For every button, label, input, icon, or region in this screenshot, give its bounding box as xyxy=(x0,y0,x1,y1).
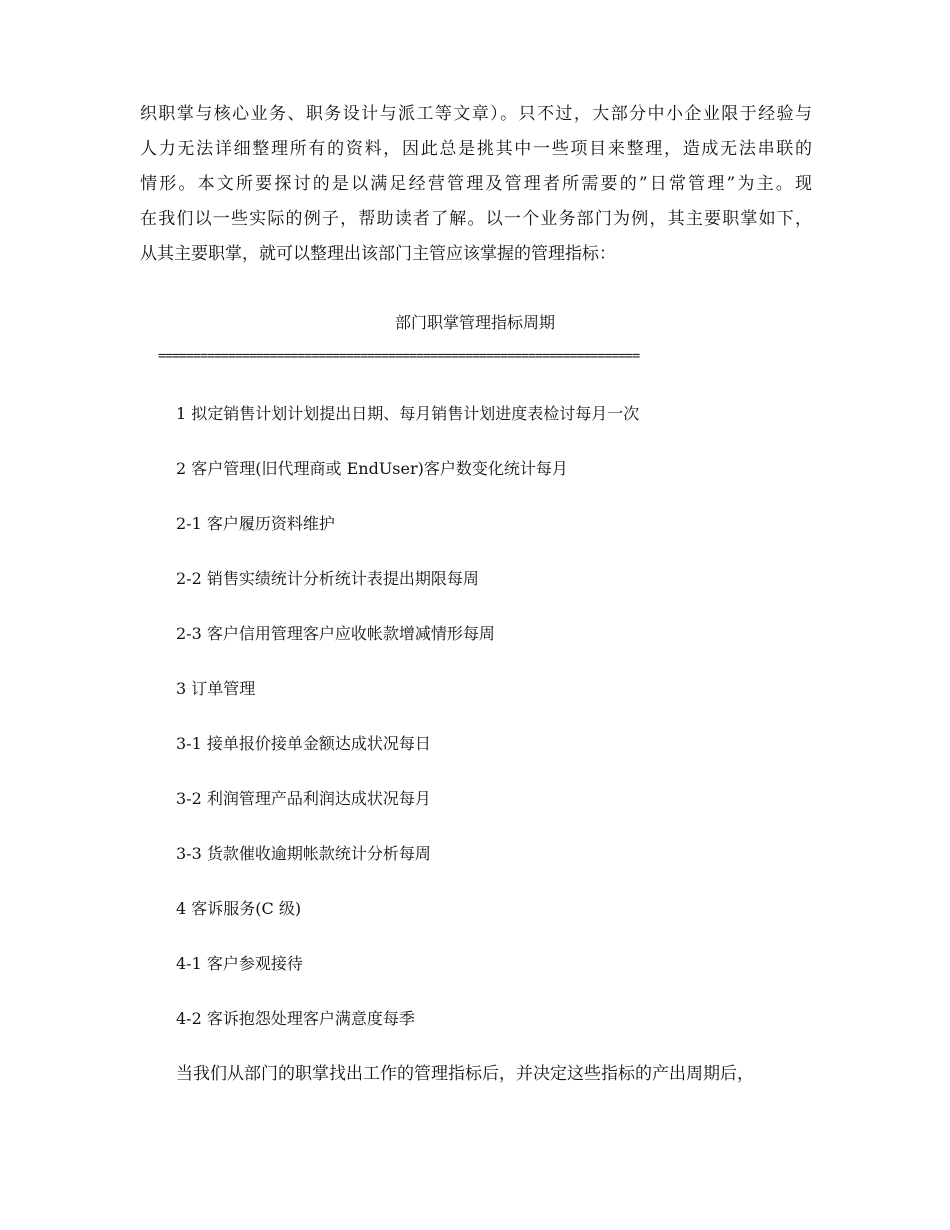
list-item: 2 客户管理(旧代理商或 EndUser)客户数变化统计每月 xyxy=(176,459,568,478)
separator-line: ===================================================================== xyxy=(158,349,640,364)
list-item: 2-1 客户履历资料维护 xyxy=(176,514,335,533)
list-item: 4 客诉服务(C 级) xyxy=(176,899,302,918)
list-item: 3-3 货款催收逾期帐款统计分析每周 xyxy=(176,844,431,863)
list-item: 4-2 客诉抱怨处理客户满意度每季 xyxy=(176,1009,415,1028)
closing-paragraph: 当我们从部门的职掌找出工作的管理指标后，并决定这些指标的产出周期后， xyxy=(176,1064,754,1084)
list-item: 2-3 客户信用管理客户应收帐款增减情形每周 xyxy=(176,624,495,643)
indicator-list xyxy=(176,397,796,1057)
paragraph-line: 织职掌与核心业务、职务设计与派工等文章）。只不过，大部分中小企业限于经验与 xyxy=(140,104,812,124)
table-title: 部门职掌管理指标周期 xyxy=(394,313,555,332)
list-item: 3-2 利润管理产品利润达成状况每月 xyxy=(176,789,431,808)
list-item: 1 拟定销售计划计划提出日期、每月销售计划进度表检讨每月一次 xyxy=(176,404,640,423)
list-item: 3 订单管理 xyxy=(176,679,256,698)
list-item: 3-1 接单报价接单金额达成状况每日 xyxy=(176,734,431,753)
intro-paragraph xyxy=(140,97,812,272)
list-item: 2-2 销售实绩统计分析统计表提出期限每周 xyxy=(176,569,479,588)
paragraph-line: 人力无法详细整理所有的资料，因此总是挑其中一些项目来整理，造成无法串联的 xyxy=(140,139,812,159)
list-item: 4-1 客户参观接待 xyxy=(176,954,303,973)
paragraph-line: 情形。本文所要探讨的是以满足经营管理及管理者所需要的”日常管理”为主。现 xyxy=(140,174,812,194)
paragraph-line: 在我们以一些实际的例子，帮助读者了解。以一个业务部门为例，其主要职掌如下， xyxy=(140,209,812,229)
paragraph-line: 从其主要职掌，就可以整理出该部门主管应该掌握的管理指标： xyxy=(140,244,616,264)
